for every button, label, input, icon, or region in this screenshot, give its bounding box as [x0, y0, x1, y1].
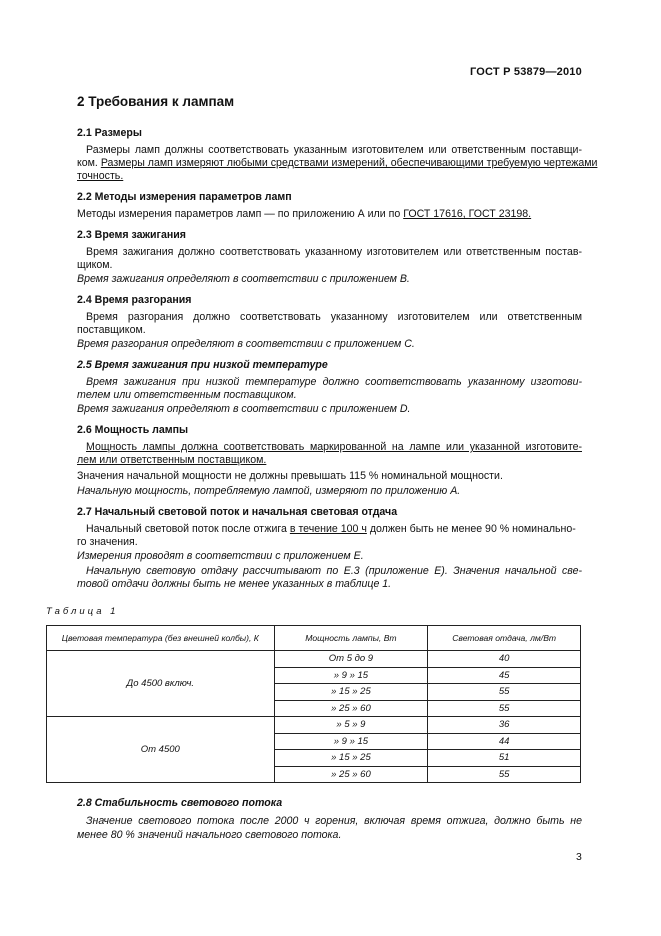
- power-cell: » 25 » 60: [274, 700, 428, 717]
- section-2-8-line-1: Значение светового потока после 2000 ч горения, включая время отжига, должно быть не: [86, 815, 582, 827]
- document-header: ГОСТ Р 53879—2010: [470, 66, 582, 78]
- efficacy-cell: 55: [428, 684, 581, 701]
- power-cell: » 5 » 9: [274, 717, 428, 734]
- section-2-8-line-2: менее 80 % значений начального светового потока.: [77, 829, 342, 841]
- header-color-temperature: Цветовая температура (без внешней колбы), К: [47, 626, 275, 651]
- section-title-2-7: 2.7 Начальный световой поток и начальная световая отдача: [77, 506, 398, 518]
- section-2-7-line-3: Измерения проводят в соответствии с приложением Е.: [77, 550, 364, 562]
- section-2-7-line-1: [86, 523, 591, 536]
- efficacy-cell: 45: [428, 667, 581, 684]
- section-2-3-line-3: Время зажигания определяют в соответствии с приложением В.: [77, 273, 410, 285]
- section-2-7-line-1-start: Начальный световой поток после отжига: [86, 523, 287, 535]
- power-cell: » 25 » 60: [274, 766, 428, 783]
- efficacy-cell: 55: [428, 766, 581, 783]
- section-2-1-line-3: точность.: [77, 170, 124, 182]
- table-row: [47, 717, 581, 734]
- efficacy-cell: 55: [428, 700, 581, 717]
- header-luminous-efficacy: Световая отдача, лм/Вт: [428, 626, 581, 651]
- section-2-7-line-5: товой отдачи должны быть не менее указанных в таблице 1.: [77, 578, 392, 590]
- section-2-5-line-2: телем или ответственным поставщиком.: [77, 389, 297, 401]
- power-cell: » 15 » 25: [274, 684, 428, 701]
- table-caption: Таблица 1: [46, 606, 119, 617]
- section-2-5-line-3: Время зажигания определяют в соответствии с приложением D.: [77, 403, 411, 415]
- section-2-4-line-3: Время разгорания определяют в соответствии с приложением С.: [77, 338, 415, 350]
- section-title-2-3: 2.3 Время зажигания: [77, 229, 186, 241]
- chapter-title: 2 Требования к лампам: [77, 94, 235, 109]
- temp-group-1: До 4500 включ.: [47, 651, 275, 717]
- section-2-5-line-1: Время зажигания при низкой температуре должно соответствовать указанному изготови-: [86, 376, 582, 388]
- gost-reference-link[interactable]: ГОСТ 17616, ГОСТ 23198.: [403, 208, 532, 220]
- page-number: 3: [576, 851, 582, 863]
- section-title-2-2: 2.2 Методы измерения параметров ламп: [77, 191, 292, 203]
- section-title-2-1: 2.1 Размеры: [77, 127, 142, 139]
- temp-group-2: От 4500: [47, 717, 275, 783]
- section-title-2-8: 2.8 Стабильность светового потока: [77, 797, 283, 809]
- section-2-7-line-1-end: должен быть не менее 90 % номинально-: [369, 523, 576, 535]
- power-cell: От 5 до 9: [274, 651, 428, 668]
- section-2-3-line-1: Время зажигания должно соответствовать указанному изготовителем или ответственным постав-: [86, 246, 582, 258]
- header-lamp-power: Мощность лампы, Вт: [274, 626, 428, 651]
- section-2-6-line-4: Начальную мощность, потребляемую лампой, измеряют по приложению А.: [77, 485, 461, 497]
- section-title-2-5: 2.5 Время зажигания при низкой температуре: [77, 359, 328, 371]
- section-2-4-line-2: поставщиком.: [77, 324, 146, 336]
- section-2-2-text: Методы измерения параметров ламп — по приложению А или по: [77, 208, 401, 220]
- section-title-2-4: 2.4 Время разгорания: [77, 294, 192, 306]
- table-row: [47, 651, 581, 668]
- efficacy-cell: 44: [428, 733, 581, 750]
- section-2-1-line-2-underlined: Размеры ламп измеряют любыми средствами измерений, обеспечивающими требуемую чертежами: [100, 157, 598, 169]
- power-cell: » 15 » 25: [274, 750, 428, 767]
- efficacy-cell: 40: [428, 651, 581, 668]
- power-cell: » 9 » 15: [274, 667, 428, 684]
- section-2-1-line-1: Размеры ламп должны соответствовать указанным изготовителем или ответственным поставщи-: [86, 144, 582, 156]
- section-title-2-6: 2.6 Мощность лампы: [77, 424, 189, 436]
- section-2-1-line-2-start: ком.: [77, 157, 98, 169]
- efficacy-cell: 36: [428, 717, 581, 734]
- section-2-6-line-1: Мощность лампы должна соответствовать маркированной на лампе или указанной изготовите-: [86, 441, 582, 453]
- section-2-7-line-2: го значения.: [77, 536, 138, 548]
- section-2-7-line-4: Начальную световую отдачу рассчитывают по Е.3 (приложение Е). Значения начальной све-: [86, 565, 582, 577]
- efficacy-cell: 51: [428, 750, 581, 767]
- section-2-1-line-2: [77, 157, 598, 170]
- data-table: [46, 625, 581, 783]
- section-2-6-line-3: Значения начальной мощности не должны превышать 115 % номинальной мощности.: [77, 470, 503, 482]
- section-2-2-line-1: [77, 208, 582, 221]
- section-2-7-line-1-underlined: в течение 100 ч: [289, 523, 367, 535]
- section-2-6-line-2: лем или ответственным поставщиком.: [77, 454, 267, 466]
- power-cell: » 9 » 15: [274, 733, 428, 750]
- table-header-row: [47, 626, 581, 651]
- section-2-3-line-2: щиком.: [77, 259, 113, 271]
- section-2-4-line-1: Время разгорания должно соответствовать указанному изготовителем или ответственным: [86, 311, 582, 323]
